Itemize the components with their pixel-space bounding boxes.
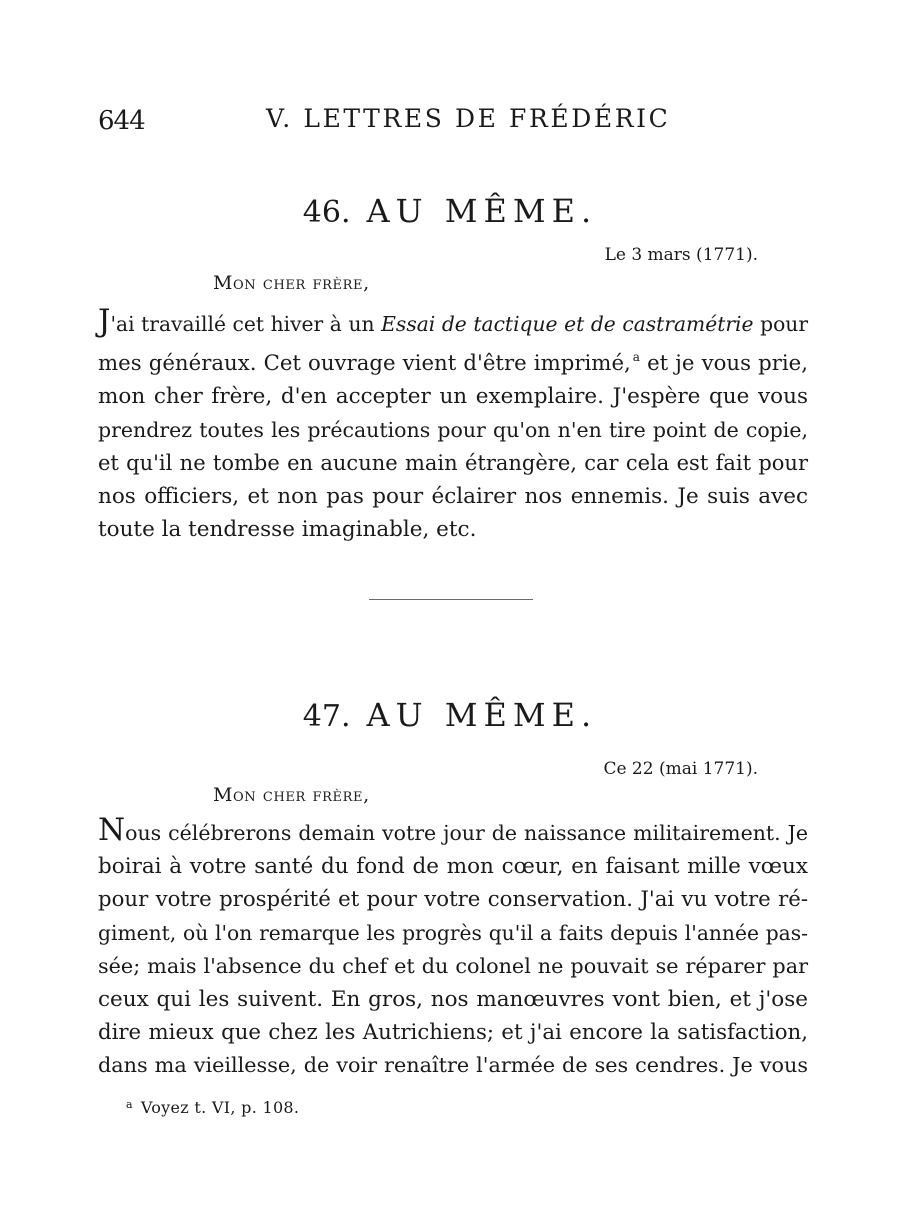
- text-line: prendrez toutes les précautions pour qu'on n'en tire point de copie,: [98, 417, 808, 442]
- drop-cap: N: [98, 812, 126, 848]
- footnote-reference[interactable]: a: [632, 350, 640, 365]
- text-line: toute la tendresse imaginable, etc.: [98, 517, 477, 543]
- text-run: et je vous prie,: [639, 351, 808, 377]
- text-line: [98, 303, 808, 341]
- text-line: dire mieux que chez les Autrichiens; et j'ai encore la satisfaction,: [98, 1020, 808, 1046]
- letter-46-dateline: Le 3 mars (1771).: [604, 245, 758, 265]
- text-line: nos officiers, et non pas pour éclairer nos ennemis. Je suis avec: [98, 484, 808, 510]
- text-line: [98, 341, 808, 380]
- text-line: ceux qui les suivent. En gros, nos manœuvres vont bien, et j'ose: [98, 987, 808, 1013]
- text-line: sée; mais l'absence du chef et du colonel ne pouvait se réparer par: [98, 953, 808, 978]
- footnote-mark: a: [126, 1098, 133, 1111]
- letter-46-salutation: Mon cher frère,: [213, 272, 370, 294]
- footnote: [126, 1098, 299, 1117]
- running-header: [98, 102, 671, 138]
- letter-number: 46.: [302, 195, 351, 230]
- text-line: pour votre prospérité et pour votre conservation. J'ai vu votre ré-: [98, 887, 808, 913]
- drop-cap: J: [98, 303, 111, 339]
- text-line: mon cher frère, d'en accepter un exemplaire. J'espère que vous: [98, 384, 808, 410]
- text-line: et qu'il ne tombe en aucune main étrangère, car cela est fait pour: [98, 450, 808, 475]
- text-line: dans ma vieillesse, de voir renaître l'armée de ses cendres. Je vous: [98, 1053, 808, 1078]
- letter-heading: AU MÊME.: [366, 192, 598, 230]
- text-line: boirai à votre santé du fond de mon cœur, en faisant mille vœux: [98, 854, 808, 880]
- text-run: 'ai travaillé cet hiver à un: [110, 312, 382, 336]
- text-line: [98, 812, 808, 850]
- running-head-title: V. LETTRES DE FRÉDÉRIC: [266, 104, 671, 133]
- letter-number: 47.: [302, 699, 351, 734]
- section-divider: [369, 599, 533, 600]
- page-number: 644: [98, 106, 145, 136]
- letter-47-salutation: Mon cher frère,: [213, 784, 370, 806]
- text-run: ous célébrerons demain votre jour de naissance militairement. Je: [125, 821, 808, 845]
- letter-heading: AU MÊME.: [366, 696, 598, 734]
- text-run: mes généraux. Cet ouvrage vient d'être imprimé,: [98, 351, 631, 377]
- footnote-text: Voyez t. VI, p. 108.: [140, 1098, 300, 1117]
- letter-46-title: [0, 192, 900, 230]
- text-line: giment, où l'on remarque les progrès qu'il a faits depuis l'année pas-: [98, 920, 808, 945]
- letter-47-body: [98, 812, 808, 1083]
- text-run: pour: [753, 312, 808, 336]
- letter-47-title: [0, 696, 900, 734]
- letter-46-body: [98, 303, 808, 546]
- book-title-italic: Essai de tactique et de castramétrie: [381, 312, 754, 336]
- letter-47-dateline: Ce 22 (mai 1771).: [603, 759, 758, 779]
